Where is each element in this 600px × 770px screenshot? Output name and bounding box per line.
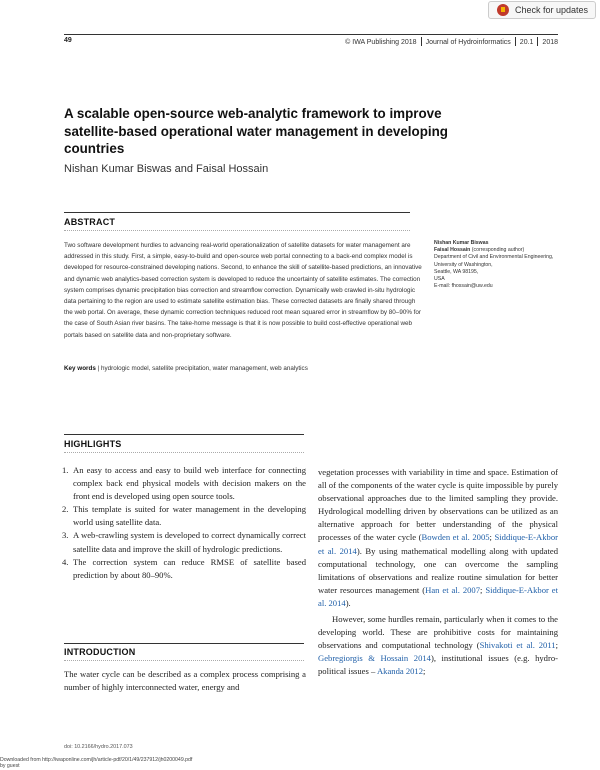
highlights-divider: [64, 452, 304, 453]
download-line: Downloaded from http://iwaponline.com/jh/article-pdf/20/1/49/237912/jh0200049.pdf: [0, 757, 193, 763]
highlight-item: 2. This template is suited for water management in the developing world using satellite data.: [62, 504, 306, 528]
article-title: A scalable open-source web-analytic framework to improve satellite-based operational water management in developing countries: [64, 106, 448, 156]
abstract-heading: ABSTRACT: [64, 217, 116, 227]
paragraph: However, some hurdles remain, particularly when it comes to the developing world. These are prohibitive costs for maintaining observations and computational technology (Shivakoti et al. 2011; Gebregiorgis & Hossain 2014), institutional issues (e.g. hydro-political issues – Akanda 2012;: [318, 614, 558, 677]
citation-link[interactable]: Akanda 2012: [376, 666, 424, 677]
affiliation-corr: (corresponding author): [470, 247, 525, 254]
authors: Nishan Kumar Biswas and Faisal Hossain: [64, 163, 269, 175]
journal-name: Journal of Hydroinformatics: [425, 39, 511, 46]
citation-link[interactable]: Han et al. 2007: [425, 584, 481, 595]
volume: 20.1: [519, 39, 534, 46]
keywords-label: Key words: [64, 365, 96, 372]
keywords-list: hydrologic model, satellite precipitation, water management, web analytics: [101, 365, 308, 372]
highlight-item: 3. A web-crawling system is developed to correct dynamically correct satellite data and improve the skill of hydrologic predictions.: [62, 530, 306, 554]
affiliation-name2: Faisal Hossain: [434, 247, 471, 254]
affiliation-country: USA: [434, 276, 445, 283]
highlight-item: 1. An easy to access and easy to build web interface for connecting complex back end physical models with decision makers on the front end is developed using open source tools.: [62, 465, 306, 502]
affiliation-name1: Nishan Kumar Biswas: [434, 240, 489, 246]
citation-link[interactable]: Bowden et al. 2005: [421, 532, 490, 543]
keywords: Key words | hydrologic model, satellite precipitation, water management, web analytics: [64, 365, 308, 372]
running-header: [345, 37, 558, 46]
header-rule: [64, 34, 558, 35]
affiliation-dept: Department of Civil and Environmental Engineering,: [434, 254, 554, 261]
introduction-text: The water cycle can be described as a complex process comprising a number of highly interconnected water, energy and: [64, 669, 306, 693]
introduction-divider: [64, 660, 304, 661]
abstract-text: Two software development hurdles to advancing real-world operationalization of satellite datasets for water management are addressed in this study. First, a simple, easy-to-build and open-source web portal connecting to a back-end complex model is developed for resource-constrained developing nations. Second, to enhance the skill of satellite-based predictions, an innovative and dynamic web analytics-based correction system is developed to reduce the uncertainty of satellite estimates. The correction system comprises dynamic precipitation bias correction and streamflow correction. Dynamically web crawled in-situ hydrologic data pertaining to the region are used to estimate satellite estimation bias. These corrected datasets are finally shared through the web portal. On average, these dynamic correction techniques reduced root mean squared error in streamflow by 80–90% for the case of South Asian river basins. The take-home message is that it is now possible to build cost-effective operational web portals based on satellite data and non-proprietary software.: [64, 242, 422, 339]
doi[interactable]: doi: 10.2166/hydro.2017.073: [64, 744, 133, 750]
check-for-updates-label: Check for updates: [515, 5, 589, 15]
download-notice: [0, 757, 192, 769]
page-number: 49: [64, 37, 72, 44]
citation-link[interactable]: Siddique-E-Akbor et al. 2014: [318, 584, 558, 608]
highlights-list: [62, 464, 306, 582]
citation-link[interactable]: Siddique-E-Akbor et al. 2014: [318, 532, 558, 556]
paragraph: vegetation processes with variability in time and space. Estimation of all of the components of the water cycle is quite impossible by purely observational approaches due to the limited sampling they provide. Hydrological modelling driven by observations can be utilized as an alternative approach for better understanding of the physical processes of the water cycle (Bowden et al. 2005; Siddique-E-Akbor et al. 2014). By using mathematical modelling along with updated computational technology, one can overcome the sampling limitations of observations and realize routine simulation for better water resources management (Han et al. 2007; Siddique-E-Akbor et al. 2014).: [318, 467, 558, 608]
highlights-rule: [64, 434, 304, 435]
abstract-divider: [64, 230, 410, 231]
check-for-updates-button[interactable]: [488, 1, 596, 19]
affiliation-city: Seattle, WA 98195,: [434, 268, 479, 275]
affiliation-univ: University of Washington,: [434, 261, 493, 268]
body-column-right: [318, 466, 558, 679]
copyright: © IWA Publishing 2018: [345, 39, 417, 46]
year: 2018: [542, 39, 558, 46]
update-badge-icon: [497, 4, 509, 16]
author-affiliation: [434, 240, 554, 290]
affiliation-email[interactable]: E-mail: fhossain@uw.edu: [434, 283, 493, 290]
highlight-item: 4. The correction system can reduce RMSE of satellite based prediction by about 80–90%.: [62, 556, 306, 580]
abstract-rule: [64, 212, 410, 213]
introduction-heading: INTRODUCTION: [64, 647, 136, 657]
citation-link[interactable]: Shivakoti et al. 2011: [479, 640, 556, 651]
introduction-rule: [64, 643, 304, 644]
download-user: by guest: [0, 763, 20, 770]
highlights-heading: HIGHLIGHTS: [64, 439, 122, 449]
citation-link[interactable]: Gebregiorgis & Hossain 2014: [318, 653, 431, 664]
